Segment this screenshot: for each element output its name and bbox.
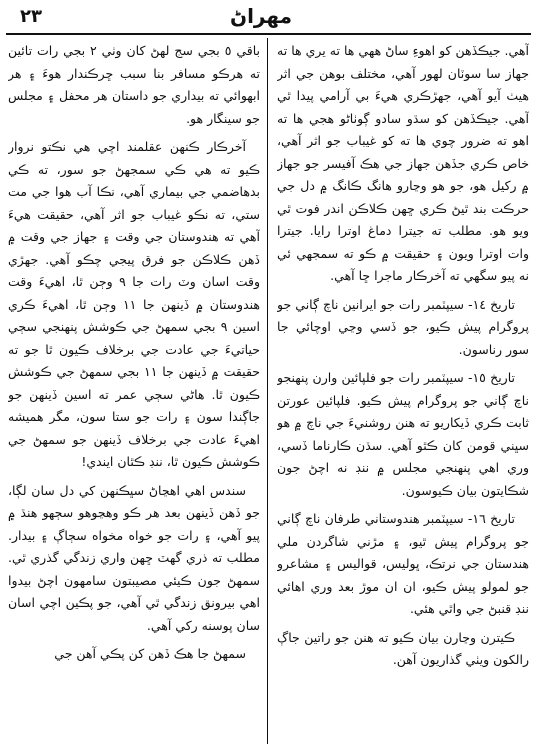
paragraph: آهي. جيڪڏهن کو اهوءِ ساڻ ههي ها ته يري ها ته جهاز سا سوٽان لهور آهي، مختلف بوهن جي اثر هيٺ آيو آهي، جهڙڪري هيءَ بي آرامي پيدا ٿي آهي. جيڪڏهن کو سڌو سادو ڳوٺاڻو هجي ها ته اهو ته ضرور چوي ها ته کو غيباب جو اثر آهي، خاص ڪري جڏهن جهاز جي هڪ آفيسر جو جهاز ۾ رکيل هو، جو هو وڃارو هانگ ڪانگ ۾ دل جي حرڪت بند ٿيڻ ڪري ڇهن ڪلاڪن اندر فوت ٿي ويو هو. مطلب ته جيترا دماغ اوترا رايا. جيترا وات اوترا ويون ۽ حقيقت ۾ ڪو ته سمجهي ئي نه پيو سگهي ته آخرڪار ماجرا ڇا آهي. xyxy=(277,43,529,283)
paragraph: باقي ٥ بجي سج لهڻ کان وٺي ٢ بجي رات تائين ته هرڪو مسافر بنا سبب ڇرڪندار هوءَ ۽ هر ابهوائي ته بيداري جو داستان هر محفل ۽ مجلس جو سينگار هو. xyxy=(8,43,260,126)
header-rule xyxy=(6,33,531,35)
paragraph: سمهڻ جا هڪ ڏهن کن پڪي آهن جي xyxy=(54,646,246,661)
paragraph: ڪيترن وڃارن بيان ڪيو ته هنن جو راتين جاڳ رالکون ويٺي گذاريون آهن. xyxy=(277,629,529,667)
paragraph: تاريخ ١٤- سيپٽمبر رات جو ايرانين ناچ ڳاني جو پروگرام پيش ڪيو، جو ڏسي وڃي اوچائي جا سور رناسون. xyxy=(277,296,529,357)
page-number: ٢٣ xyxy=(20,6,42,27)
paragraph: آخرڪار ڪنهن عقلمند اچي هي نڪتو نروار ڪيو ته هي ڪي سمجهڻ جو سور، ته ڪي بدهاضمي جي بيماري آهي، نڪا آب هوا جي مت ستي، ته نڪو غيباب جو اثر آهي، حقيقت هيءَ آهي ته هندوستان جي وقت ۽ جهاز جي وقت ۾ ڏهن ڪلاڪن جو فرق پيجي چڪو آهي. جهڙي وقت اسان وٽ رات جا ٩ وڄن ٿا، اهيءَ وقت هندوستان ۾ ڏينهن جا ١١ وڄن ٿا، اهيءَ ڪري اسين ٩ بجي سمهڻ جي ڪوشش پنهنجي سڄي حياتيءَ جي عادت جي برخلاف ڪيون ٿا جو ته حقيقت ۾ ڏينهن جا ١١ بجي سمهڻ جي ڪوشش ڪيون ٿا. هاڻي سڄي عمر ته اسين ڏينهن جو جاڳندا سون ۽ رات جو ستا سون، مگر هميشه اهيءَ عادت جي برخلاف ڏينهن جو سمهڻ جي ڪوشش ڪيون ٿا، ننڊ ڪٿان ايندي! xyxy=(8,139,260,469)
right-column xyxy=(277,40,529,745)
paragraph: سندس اهي اهڃاڻ سڀڪنهن کي دل سان لڳا، جو ڏهن ڏينهن بعد هر ڪو وهڃوهو سڄهو هنڌ ۾ پيو آهي، ۽ رات جو خواه مخواه سڄاڳ ۽ بيدار. مطلب ته ذري گهٽ ڇهن واري زندگي گذري ٿي. سمهڻ جون ڪيئي مصيبتون سامهون اچڻ بيدوا اهي بيرونق زندگي ٿي آهي، جو پڪين اچي اسان سان پوسنه رکي آهي. xyxy=(8,482,260,633)
paragraph: تاريخ ١٦- سيپٽمبر هندوستاني طرفان ناچ ڳاني جو پروگرام پيش ٿيو، ۽ مڙني شاگردن ملي هندستان جي نرتڪ، ڀوليس، قواليس ۽ مشاعرو جو لمولو پيش ڪيو، ان ان موڙ بعد وري اهائي ننڊ قنبڻ جي واٿي هئي. xyxy=(277,511,529,616)
journal-title: مهراڻ xyxy=(230,4,292,28)
page-header xyxy=(0,0,537,34)
left-column xyxy=(8,40,260,745)
column-divider xyxy=(267,38,268,744)
paragraph: تاريخ ١٥- سيپٽمبر رات جو فلپائين وارن پنهنجو ناچ ڳاني جو پروگرام پيش ڪيو. فلپائين عورتن ثابت ڪري ڏيکاريو ته هنن روشنيءَ جي ناچ ۾ هو سڀني قومن کان ڪٿو آهي. سڌن ڪارناما ڏسي، وري اهي پنهنجي مجلس ۾ ننڊ نه اچڻ جون شڪايتون بيان ڪيوسون. xyxy=(277,370,529,498)
